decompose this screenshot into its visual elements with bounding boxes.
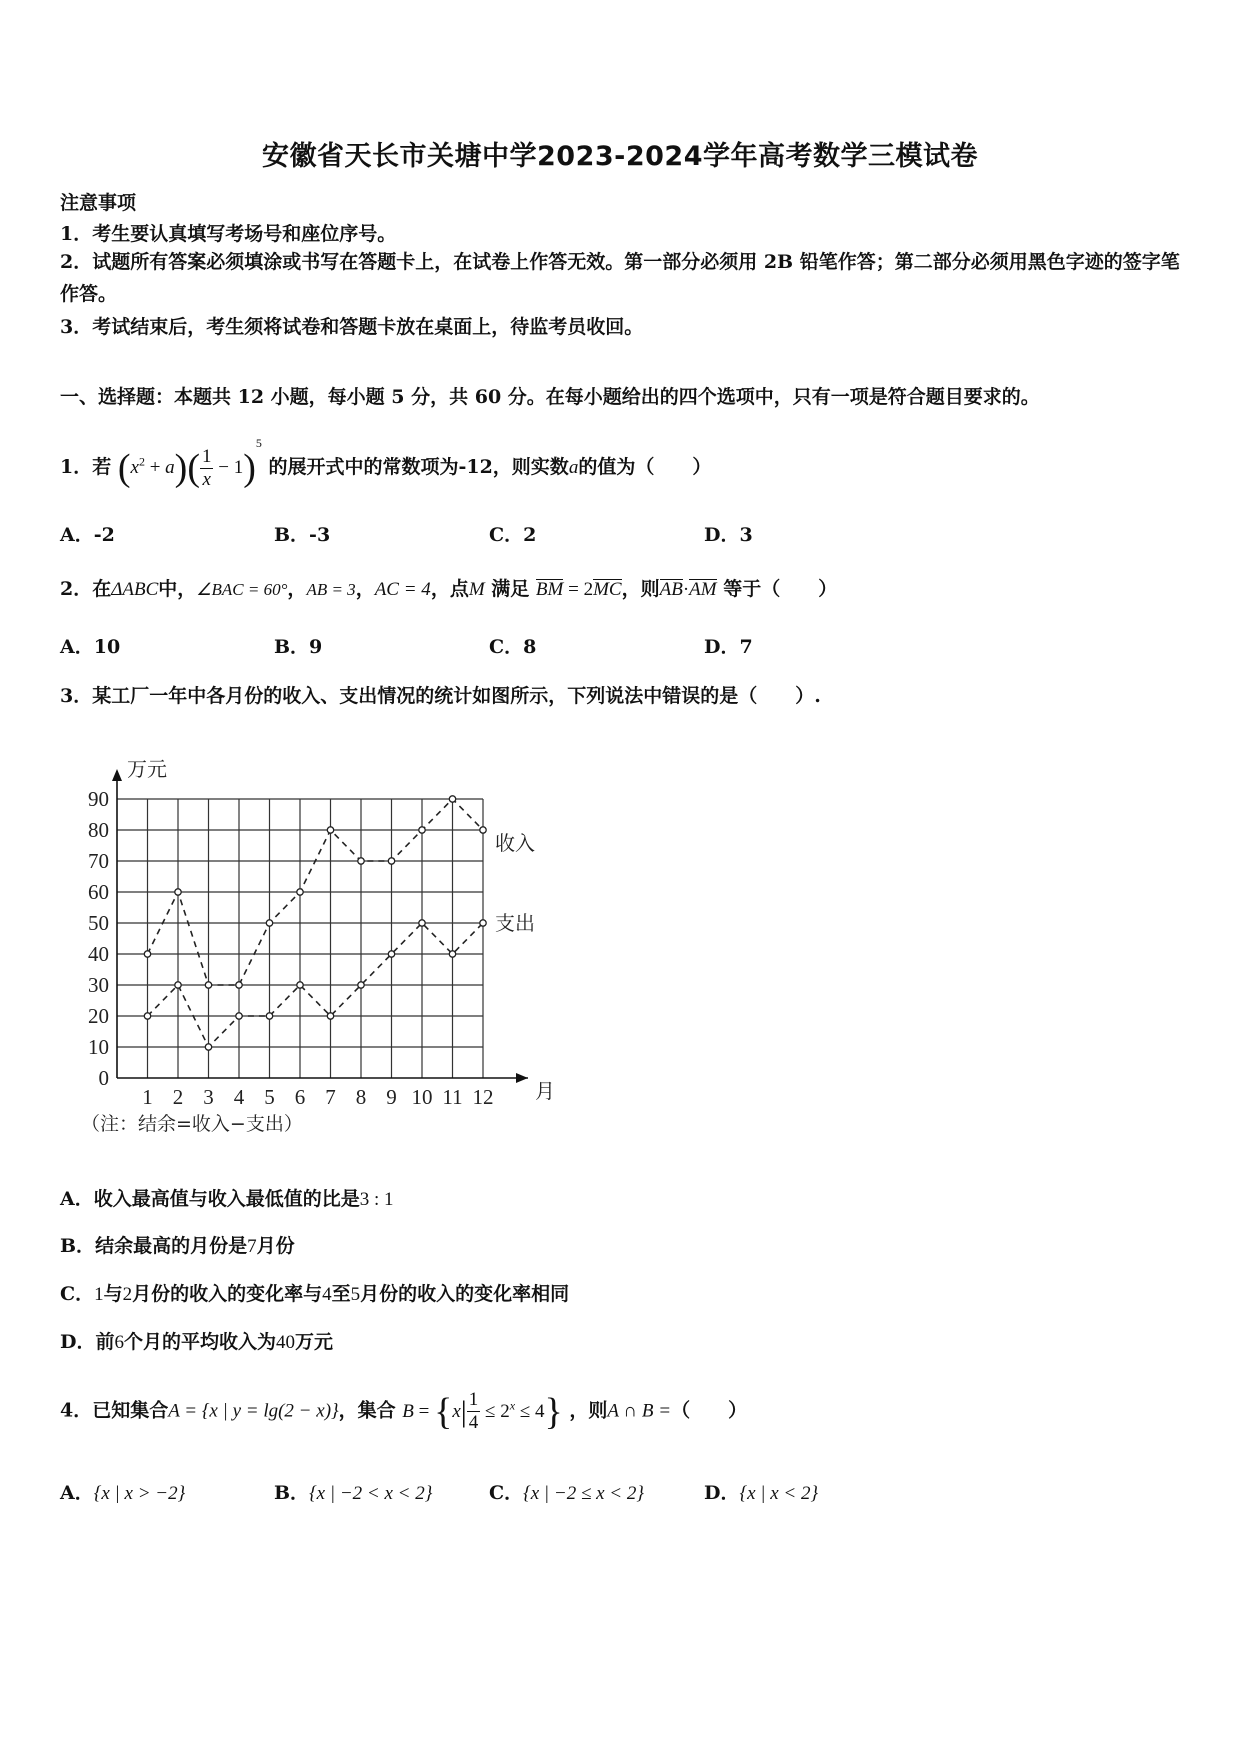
q2-ab: AB = 3 — [306, 580, 356, 599]
vector-bm: BM — [535, 579, 564, 600]
data-point — [449, 796, 455, 802]
x-tick-label: 6 — [294, 1085, 306, 1109]
q4-mid: ，集合 — [338, 1399, 396, 1422]
q2-ac: AC = 4 — [374, 579, 431, 600]
q2-point-text: ，点 — [430, 578, 469, 600]
q1-option-b: B．-3 — [274, 524, 331, 546]
x-tick-label: 4 — [233, 1085, 245, 1109]
y-tick-label: 40 — [88, 942, 109, 966]
q2-text: 中， — [158, 578, 197, 600]
q3-option-b: B．结余最高的月份是7月份 — [60, 1235, 295, 1257]
data-point — [175, 889, 181, 895]
notice-item-1: 1．考生要认真填写考场号和座位序号。 — [60, 223, 397, 245]
q1-end: 的值为（ ） — [578, 456, 712, 478]
vector-am: AM — [689, 579, 717, 600]
series-label-expense: 支出 — [495, 911, 535, 935]
series-label-income: 收入 — [495, 831, 535, 855]
data-point — [144, 1013, 150, 1019]
data-point — [449, 951, 455, 957]
data-point — [144, 951, 150, 957]
data-point — [480, 920, 486, 926]
section-heading: 一、选择题：本题共 12 小题，每小题 5 分，共 60 分。在每小题给出的四个选项中，只有一项是符合题目要求的。 — [60, 386, 1040, 408]
x-tick-label: 12 — [472, 1085, 494, 1109]
vector-ab: AB — [659, 579, 683, 600]
q3-option-d: D．前6个月的平均收入为40万元 — [60, 1331, 334, 1353]
y-tick-label: 90 — [88, 787, 109, 811]
q2-satisfy: 满足 — [491, 578, 530, 600]
x-tick-label: 5 — [264, 1085, 275, 1109]
q1-tail: 的展开式中的常数项为-12，则实数 — [268, 456, 569, 478]
q4-then: ，则 — [569, 1399, 608, 1422]
notice-heading: 注意事项 — [60, 192, 137, 214]
data-point — [327, 827, 333, 833]
vector-mc: MC — [593, 579, 622, 600]
x-tick-label: 3 — [203, 1085, 214, 1109]
q2-m: M — [468, 579, 485, 600]
page-title: 安徽省天长市关塘中学2023-2024学年高考数学三模试卷 — [262, 141, 978, 172]
q1-expression: $(x^2 + a)$( $\frac{1}{x}$ − 1)$^5$ — [117, 436, 262, 490]
question-3: 3．某工厂一年中各月份的收入、支出情况的统计如图所示，下列说法中错误的是（ ）. — [60, 685, 821, 707]
q4-number: 4．已知集合 — [60, 1399, 169, 1422]
notice-item-2: 2．试题所有答案必须填涂或书写在答题卡上，在试卷上作答无效。第一部分必须用 2B 铅笔作答；第二部分必须用黑色字迹的签字笔作答。 — [60, 251, 1180, 305]
q4-option-c: C．{x | −2 ≤ x < 2} — [489, 1482, 644, 1504]
y-axis-arrow — [112, 769, 122, 781]
notice-item-3: 3．考试结束后，考生须将试卷和答题卡放在桌面上，待监考员收回。 — [60, 316, 644, 338]
question-4 — [60, 1389, 747, 1434]
q2-number: 2．在 — [60, 578, 112, 600]
y-tick-label: 10 — [88, 1035, 109, 1059]
q4-option-d: D．{x | x < 2} — [704, 1482, 819, 1504]
chart-note: （注：结余=收入−支出） — [81, 1113, 303, 1135]
q4-answer: A ∩ B = — [607, 1400, 672, 1422]
y-tick-label: 50 — [88, 911, 109, 935]
q2-option-d: D．7 — [704, 636, 753, 658]
y-tick-label: 0 — [98, 1066, 109, 1090]
y-tick-label: 20 — [88, 1004, 109, 1028]
y-tick-label: 80 — [88, 818, 109, 842]
data-point — [419, 920, 425, 926]
q2-option-b: B．9 — [274, 636, 323, 658]
question-2: 2．在ΔABC中，∠BAC = 60°，AB = 3，AC = 4，点M 满足 BM = 2MC，则AB·AM 等于（ ） — [60, 578, 838, 600]
data-point — [327, 1013, 333, 1019]
q1-var: a — [568, 457, 579, 478]
y-axis-label: 万元 — [127, 757, 167, 781]
data-point — [266, 1013, 272, 1019]
data-point — [297, 982, 303, 988]
data-point — [388, 951, 394, 957]
q2-triangle: ΔABC — [111, 579, 159, 600]
y-tick-label: 30 — [88, 973, 109, 997]
x-tick-label: 2 — [172, 1085, 184, 1109]
q2-option-c: C．8 — [489, 636, 537, 658]
q4-option-a: A．{x | x > −2} — [60, 1482, 186, 1504]
q1-number: 1．若 — [60, 456, 112, 478]
q3-option-a: A．收入最高值与收入最低值的比是3 : 1 — [60, 1188, 394, 1210]
x-tick-label: 7 — [325, 1085, 336, 1109]
x-tick-label: 1 — [142, 1085, 153, 1109]
chart-axes — [112, 769, 528, 1083]
data-point — [266, 920, 272, 926]
q1-option-c: C．2 — [489, 524, 537, 546]
q3-option-c: C．1与2月份的收入的变化率与4至5月份的收入的变化率相同 — [60, 1283, 570, 1305]
data-point — [358, 858, 364, 864]
x-axis-label: 月 — [535, 1079, 555, 1103]
q2-option-a: A．10 — [60, 636, 121, 658]
data-point — [236, 982, 242, 988]
x-tick-label: 11 — [442, 1085, 463, 1109]
y-tick-label: 70 — [88, 849, 109, 873]
data-point — [297, 889, 303, 895]
x-tick-label: 10 — [411, 1085, 433, 1109]
data-point — [205, 982, 211, 988]
q4-set-b: B = {x| $\frac{1}{4}$ ≤ $2^x \le 4$} — [402, 1389, 563, 1433]
data-point — [175, 982, 181, 988]
q2-then: ，则 — [621, 578, 660, 600]
data-point — [236, 1013, 242, 1019]
x-axis-arrow — [516, 1073, 528, 1083]
q1-option-d: D．3 — [704, 524, 753, 546]
q4-option-b: B．{x | −2 < x < 2} — [274, 1482, 433, 1504]
y-tick-label: 60 — [88, 880, 109, 904]
q2-angle: ∠BAC = 60° — [196, 580, 288, 599]
x-tick-label: 8 — [355, 1085, 367, 1109]
income-expense-chart — [75, 745, 575, 1150]
data-point — [388, 858, 394, 864]
q4-paren: （ ） — [671, 1399, 748, 1422]
data-point — [205, 1044, 211, 1050]
data-point — [480, 827, 486, 833]
data-point — [419, 827, 425, 833]
q2-equals: 等于（ ） — [723, 578, 838, 600]
question-1 — [60, 436, 711, 491]
x-tick-label: 9 — [386, 1085, 397, 1109]
q1-option-a: A．-2 — [60, 524, 115, 546]
q4-set-a: A = {x | y = lg(2 − x)} — [168, 1400, 339, 1422]
data-point — [358, 982, 364, 988]
chart-grid — [117, 799, 483, 1078]
